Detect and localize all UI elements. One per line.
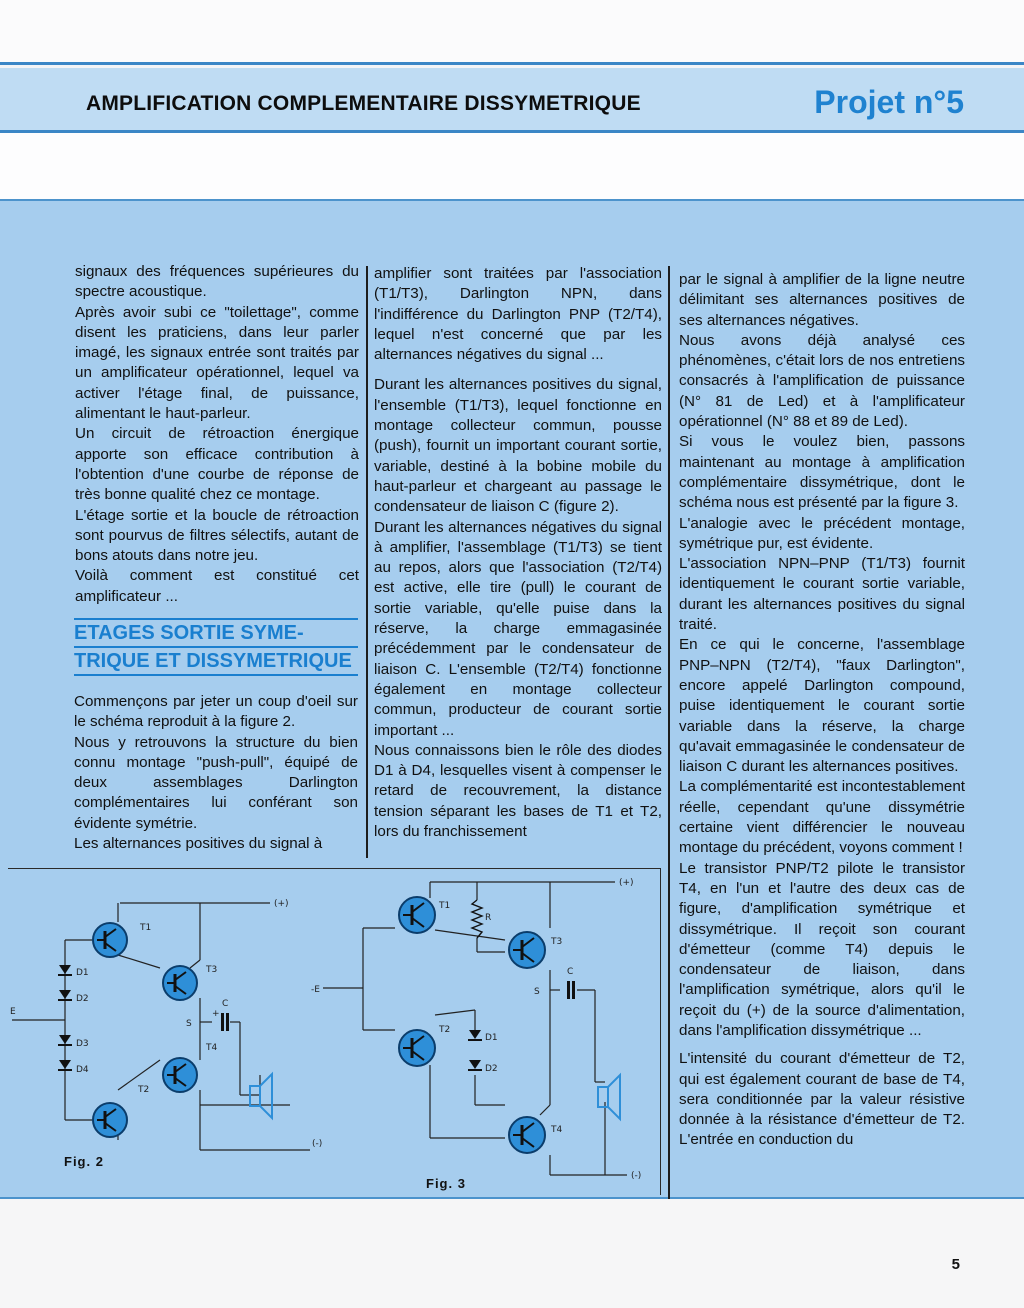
- figure-2-schematic: [0, 870, 345, 1170]
- section-heading: [74, 622, 358, 678]
- paragraph: Voilà comment est constitué cet amplificateur ...: [75, 567, 359, 605]
- fig2-label-vminus: (-): [312, 1139, 323, 1149]
- column-rule-1: [366, 266, 368, 858]
- fig3-label-t1: T1: [439, 901, 451, 911]
- fig3-label-vplus: (+): [619, 878, 634, 888]
- paragraph: Commençons par jeter un coup d'oeil sur le schéma reproduit à la figure 2.: [74, 693, 358, 731]
- paragraph: signaux des fréquences supérieures du spectre acoustique.: [75, 263, 359, 301]
- fig3-label-output: S: [534, 987, 540, 997]
- figure-3-caption: Fig. 3: [426, 1176, 466, 1191]
- paragraph: L'intensité du courant d'émetteur de T2, qui est également courant de base de T4, sera conditionnée par la valeur résistive donnée à la résistance d'émetteur de T2. L'entrée en conduction du: [679, 1050, 965, 1149]
- column-2: [374, 264, 662, 850]
- page-number: 5: [951, 1256, 960, 1273]
- fig2-label-input: E: [10, 1007, 16, 1017]
- fig2-label-output: S: [186, 1019, 192, 1029]
- project-number: Projet n°5: [814, 84, 964, 120]
- paragraph: par le signal à amplifier de la ligne neutre délimitant ses alternances positives de ses alternances négatives.: [679, 271, 965, 329]
- fig2-label-t1: T1: [140, 923, 152, 933]
- paragraph: Durant les alternances positives du signal, l'ensemble (T1/T3), lequel fonctionne en montage collecteur commun, pousse (push), fournit un important courant sortie, variable, destiné à la bobine mobile du haut-parleur et chargeant au passage le condensateur de liaison C (figure 2).: [374, 376, 662, 516]
- fig2-label-d3: D3: [76, 1039, 89, 1049]
- fig3-label-t3: T3: [551, 937, 563, 947]
- column-1: [75, 262, 359, 615]
- fig3-label-input: -E: [311, 985, 320, 995]
- paragraph: Les alternances positives du signal à: [74, 835, 323, 853]
- fig3-label-vminus: (-): [631, 1171, 642, 1181]
- heading-line-2: TRIQUE ET DISSYMETRIQUE: [74, 650, 358, 676]
- figure-3-schematic: [305, 870, 655, 1190]
- paragraph: Le transistor PNP/T2 pilote le transistor T4, en l'un et l'autre des deux cas de figure, d'amplification symétrique et dissymétrique. Il reçoit son courant d'émetteur (comme T4) depuis le condensateur de liaison, dans l'amplification symétrique, alors qu'il le reçoit du (+) de la source d'alimentation, dans l'amplification dissymétrique ...: [679, 859, 965, 1039]
- fig3-label-r: R: [485, 913, 492, 923]
- fig3-label-d1: D1: [485, 1033, 498, 1043]
- fig2-label-t2: T2: [138, 1085, 150, 1095]
- article-title: AMPLIFICATION COMPLEMENTAIRE DISSYMETRIQUE: [86, 92, 641, 115]
- column-1-continued: [74, 692, 358, 862]
- paragraph: Nous y retrouvons la structure du bien connu montage "push-pull", équipé de deux assemblages Darlington complémentaires lui conférant son évidente symétrie.: [74, 733, 358, 832]
- paragraph: L'analogie avec le précédent montage, symétrique pur, est évidente.: [679, 514, 965, 552]
- top-margin: [0, 0, 1024, 62]
- paragraph: L'étage sortie et la boucle de rétroaction sont pourvus de filtres sélectifs, autant de bons atouts dans notre jeu.: [75, 506, 359, 565]
- figure-2-caption: Fig. 2: [64, 1154, 104, 1169]
- fig3-label-d2: D2: [485, 1064, 498, 1074]
- paragraph: Un circuit de rétroaction énergique apporte son efficace contribution à l'obtention d'une courbe de réponse de très bonne qualité chez ce montage.: [75, 425, 359, 504]
- paragraph: amplifier sont traitées par l'association (T1/T3), Darlington NPN, dans l'indifférence du Darlington PNP (T2/T4), lequel n'est concerné que par les alternances négatives du signal ...: [374, 265, 662, 364]
- paragraph: Si vous le voulez bien, passons maintenant au montage à amplification complémentaire dissymétrique, dont le schéma nous est présenté par la figure 3.: [679, 433, 965, 512]
- fig2-label-vplus: (+): [274, 899, 289, 909]
- column-3: [679, 270, 965, 1159]
- fig3-label-t4: T4: [551, 1125, 563, 1135]
- fig3-label-t2: T2: [439, 1025, 451, 1035]
- fig2-label-t3: T3: [206, 965, 218, 975]
- fig2-label-cap-plus: +: [212, 1009, 220, 1019]
- paragraph: Durant les alternances négatives du signal à amplifier, l'assemblage (T1/T3) se tient au repos, alors que l'association (T2/T4) est active, elle tire (pull) le courant de sortie variable, qu'elle puise dans la réserve, la charge emmagasinée précédemment par le condensateur de liaison C. L'ensemble (T2/T4) fonctionne également en montage collecteur commun, producteur de courant sortie important ...: [374, 518, 662, 739]
- paragraph: Nous avons déjà analysé ces phénomènes, c'était lors de nos entretiens consacrés à l'amplification de puissance (N° 81 de Led) et à l'amplificateur opérationnel (N° 88 et 89 de Led).: [679, 331, 965, 431]
- fig3-label-cap: C: [567, 967, 574, 977]
- column-rule-2: [668, 266, 670, 1202]
- fig2-label-d2: D2: [76, 994, 89, 1004]
- fig2-label-d4: D4: [76, 1065, 89, 1075]
- footer-margin: [0, 1199, 1024, 1308]
- header-gap: [0, 133, 1024, 199]
- paragraph: L'association NPN–PNP (T1/T3) fournit identiquement le courant sortie variable, durant les alternances positives du signal traité.: [679, 555, 965, 634]
- fig2-label-cap: C: [222, 999, 229, 1009]
- paragraph: La complémentarité est incontestablement réelle, cependant qu'une dissymétrie certaine vient différencier le nouveau montage du précédent, voyons comment !: [679, 778, 965, 857]
- paragraph: En ce qui le concerne, l'assemblage PNP–NPN (T2/T4), "faux Darlington", encore appelé Darlington compound, puise identiquement le courant sortie variable dans la réserve, la charge qu'avait emmagasinée le condensateur de liaison C durant les alternances positives.: [679, 636, 965, 776]
- paragraph: Nous connaissons bien le rôle des diodes D1 à D4, lesquelles visent à compenser le retard de recouvrement, la distance tension séparant les bases de T1 et T2, lors du franchissement: [374, 741, 662, 841]
- heading-line-1: ETAGES SORTIE SYME-: [74, 622, 358, 648]
- fig2-label-d1: D1: [76, 968, 89, 978]
- fig2-label-t4: T4: [206, 1043, 218, 1053]
- paragraph: Après avoir subi ce "toilettage", comme disent les praticiens, dans leur parler imagé, les signaux entrée sont traités par un amplificateur opérationnel, lequel va activer l'étage final, de puissance, alimentant le haut-parleur.: [75, 303, 359, 423]
- top-rule: [0, 62, 1024, 65]
